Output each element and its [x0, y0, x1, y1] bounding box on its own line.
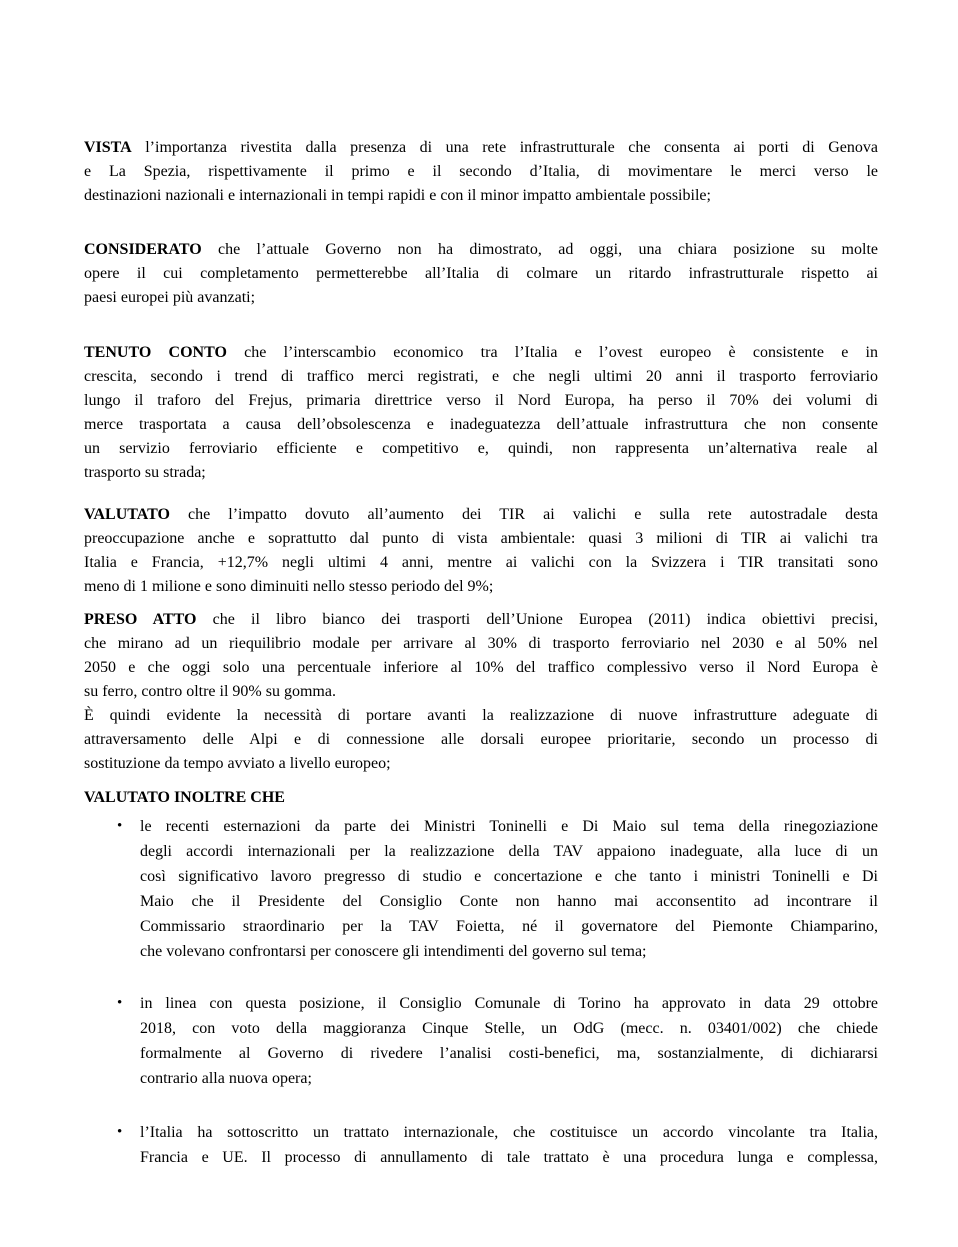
text-line: Commissario straordinario per la TAV Foietta, né il governatore del Piemonte Chiamparino, [140, 918, 878, 935]
text-line: PRESO ATTO che il libro bianco dei trasporti dell’Unione Europea (2011) indica obiettivi precisi, [84, 611, 879, 628]
text-line: su ferro, contro oltre il 90% su gomma. [84, 683, 336, 700]
text-line: sostituzione da tempo avviato a livello europeo; [84, 755, 391, 772]
text-line: CONSIDERATO che l’attuale Governo non ha dimostrato, ad oggi, una chiara posizione su molte [84, 241, 878, 258]
bullet-item [84, 814, 878, 964]
bullet-item [84, 1120, 878, 1170]
text-line: l’Italia ha sottoscritto un trattato internazionale, che costituisce un accordo vincolante tra Italia, [140, 1124, 878, 1141]
bullet-item [84, 991, 878, 1091]
text-line: meno di 1 milione e sono diminuiti nello stesso periodo del 9%; [84, 578, 494, 595]
paragraph-lead: PRESO ATTO [84, 611, 197, 628]
text-line: Italia e Francia, +12,7% negli ultimi 4 anni, mentre ai valichi con la Svizzera i TIR transitati sono [84, 554, 878, 571]
text-line: le recenti esternazioni da parte dei Ministri Toninelli e Di Maio sul tema della rinegoziazione [140, 818, 878, 835]
text-line: È quindi evidente la necessità di portare avanti la realizzazione di nuove infrastrutture adeguate di [84, 707, 878, 724]
paragraph [84, 238, 878, 310]
text-line: trasporto su strada; [84, 464, 206, 481]
text-line: TENUTO CONTO che l’interscambio economico tra l’Italia e l’ovest europeo è consistente e in [84, 344, 878, 361]
section-heading-text: VALUTATO INOLTRE CHE [84, 789, 285, 806]
text-line: 2050 e che oggi solo una percentuale inferiore al 10% del traffico complessivo verso il Nord Europa è [84, 659, 878, 676]
text-line: VALUTATO che l’impatto dovuto all’aumento dei TIR ai valichi e sulla rete autostradale desta [84, 506, 878, 523]
section-heading [84, 786, 878, 810]
text-line: destinazioni nazionali e internazionali in tempi rapidi e con il minor impatto ambientale possibile; [84, 187, 711, 204]
paragraph-lead: VISTA [84, 139, 132, 156]
text-line: in linea con questa posizione, il Consiglio Comunale di Torino ha approvato in data 29 ottobre [140, 995, 878, 1012]
paragraph [84, 704, 878, 776]
text-line: che volevano confrontarsi per conoscere gli intendimenti del governo sul tema; [140, 943, 647, 960]
text-line: VISTA l’importanza rivestita dalla presenza di una rete infrastrutturale che consenta ai porti di Genova [84, 139, 878, 156]
bullet-text [140, 991, 878, 1091]
paragraph [84, 341, 878, 485]
text-line: paesi europei più avanzati; [84, 289, 256, 306]
text-line: così significativo lavoro pregresso di studio e concertazione e che tanto i ministri Toninelli e Di [140, 868, 878, 885]
paragraph [84, 503, 878, 599]
bullet-text [140, 1120, 878, 1170]
bullet-text [140, 814, 878, 964]
paragraph-lead: VALUTATO [84, 506, 170, 523]
paragraph [84, 608, 878, 704]
text-line: formalmente al Governo di rivedere l’analisi costi-benefici, ma, sostanzialmente, di dichiararsi [140, 1045, 878, 1062]
bullet-icon: • [117, 995, 123, 1011]
text-line: degli accordi internazionali per la realizzazione della TAV appaiono inadeguate, alla luce di un [140, 843, 878, 860]
text-line: Maio che il Presidente del Consiglio Conte non hanno mai acconsentito ad incontrare il [140, 893, 878, 910]
bullet-icon: • [117, 818, 123, 834]
text-line: che mirano ad un riequilibrio modale per arrivare al 30% di trasporto ferroviario nel 2030 e al 50% nel [84, 635, 878, 652]
text-line: crescita, secondo i trend di traffico merci registrati, e che negli ultimi 20 anni il trasporto ferroviario [84, 368, 878, 385]
text-line: lungo il traforo del Frejus, primaria direttrice verso il Nord Europa, ha perso il 70% dei volumi di [84, 392, 878, 409]
text-line: preoccupazione anche e soprattutto dal punto di vista ambientale: quasi 3 milioni di TIR ai valichi tra [84, 530, 878, 547]
text-line: contrario alla nuova opera; [140, 1070, 312, 1087]
text-line: e La Spezia, rispettivamente il primo e il secondo d’Italia, di movimentare le merci verso le [84, 163, 878, 180]
text-line: un servizio ferroviario efficiente e competitivo e, quindi, non rappresenta un’alternativa reale al [84, 440, 878, 457]
text-line: opere il cui completamento permetterebbe all’Italia di colmare un ritardo infrastrutturale rispetto ai [84, 265, 878, 282]
paragraph [84, 136, 878, 208]
bullet-icon: • [117, 1124, 123, 1140]
paragraph-lead: CONSIDERATO [84, 241, 202, 258]
text-line: Francia e UE. Il processo di annullamento di tale trattato è una procedura lunga e complessa, [140, 1149, 878, 1166]
text-line: attraversamento delle Alpi e di connessione alle dorsali europee prioritarie, secondo un processo di [84, 731, 878, 748]
text-line: 2018, con voto della maggioranza Cinque Stelle, un OdG (mecc. n. 03401/002) che chiede [140, 1020, 878, 1037]
text-line: merce trasportata a causa dell’obsolescenza e inadeguatezza dell’attuale infrastruttura che non consente [84, 416, 878, 433]
paragraph-lead: TENUTO CONTO [84, 344, 227, 361]
